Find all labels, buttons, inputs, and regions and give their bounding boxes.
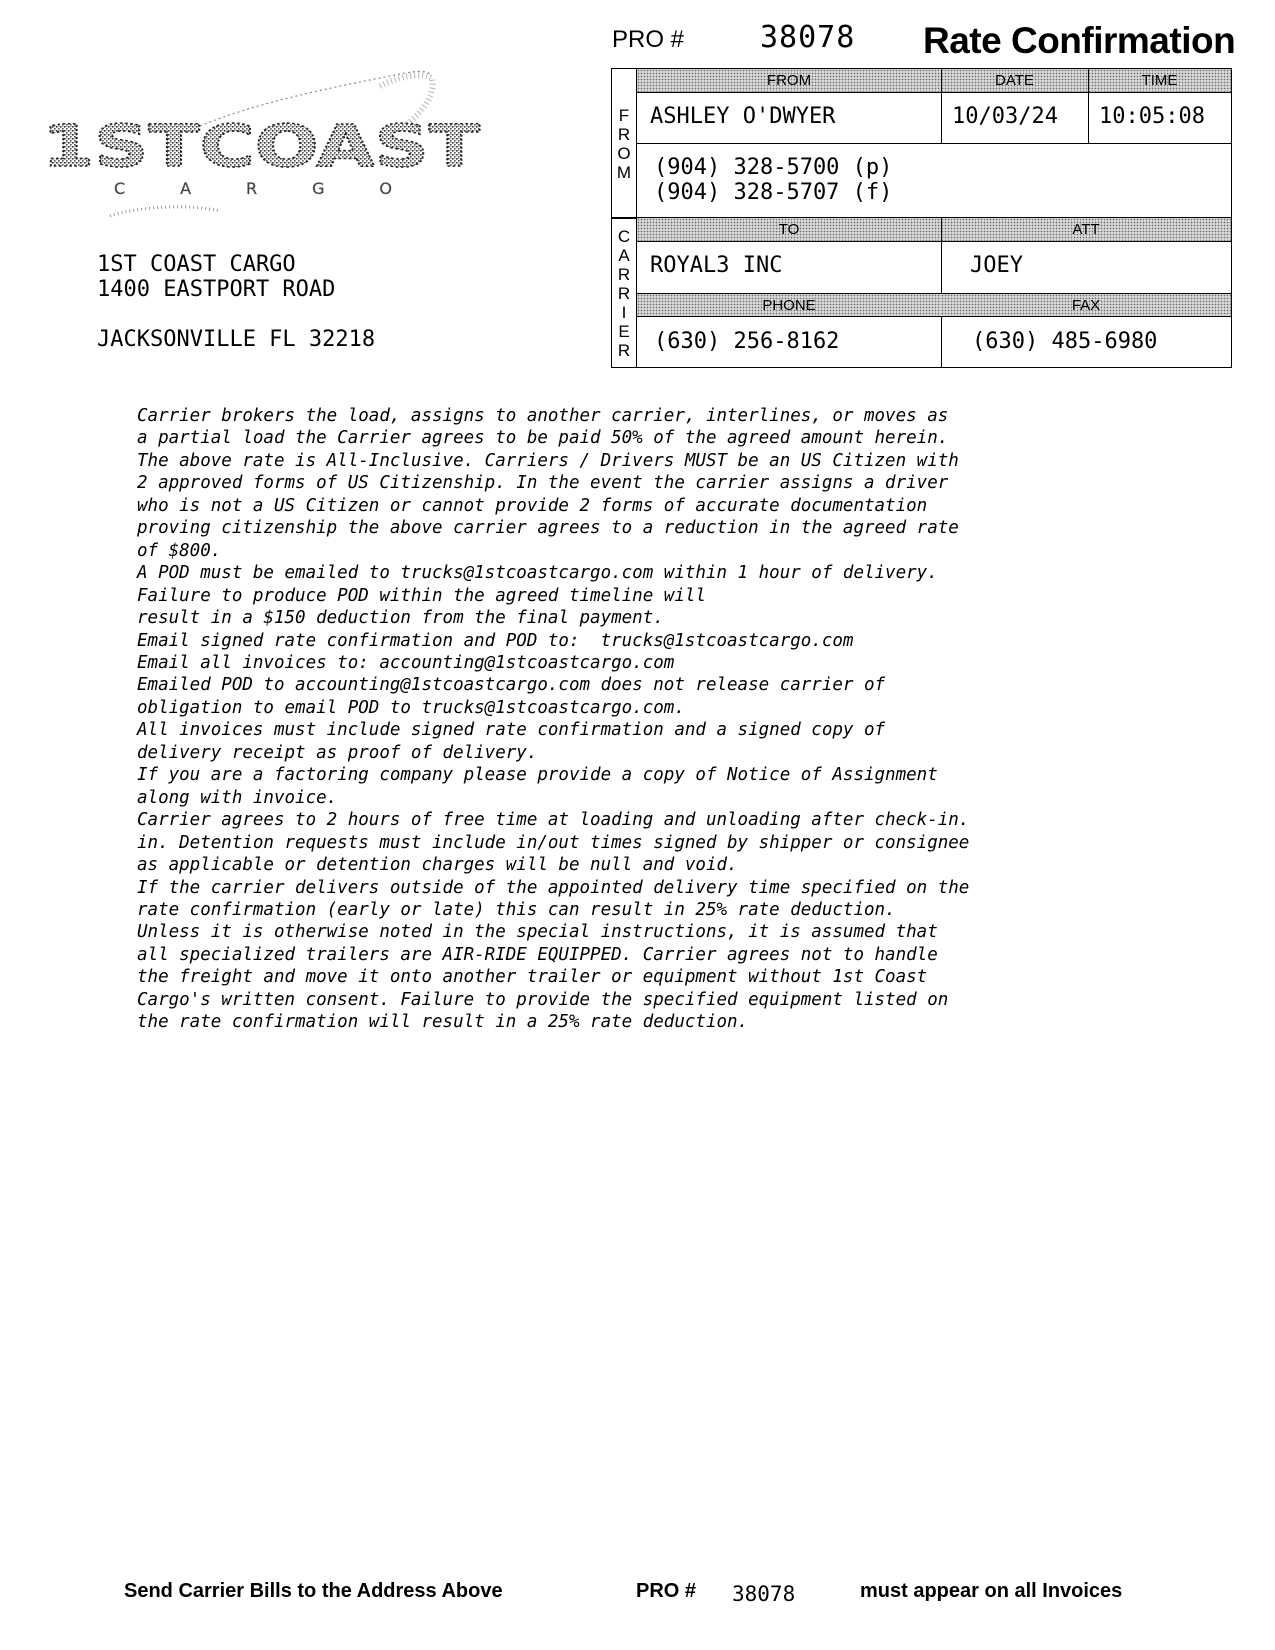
terms-line: All invoices must include signed rate confirmation and a signed copy of bbox=[137, 720, 886, 741]
terms-line: Emailed POD to accounting@1stcoastcargo.com does not release carrier of bbox=[137, 675, 886, 696]
terms-and-conditions bbox=[137, 405, 1247, 1034]
terms-line: rate confirmation (early or late) this can result in 25% rate deduction. bbox=[137, 899, 896, 920]
terms-line: the rate confirmation will result in a 25% rate deduction. bbox=[137, 1012, 749, 1033]
terms-line: the freight and move it onto another trailer or equipment without 1st Coast bbox=[137, 967, 928, 988]
time-header: TIME bbox=[1088, 69, 1231, 93]
carrier-fax: (630) 485-6980 bbox=[972, 329, 1158, 354]
terms-line: If the carrier delivers outside of the appointed delivery time specified on the bbox=[137, 877, 970, 898]
pro-number: 38078 bbox=[760, 20, 856, 55]
from-phone: (904) 328-5700 (p) bbox=[654, 155, 893, 180]
from-side-label: F R O M bbox=[612, 69, 637, 219]
terms-line: The above rate is All-Inclusive. Carriers / Drivers MUST be an US Citizen with bbox=[137, 450, 959, 471]
company-logo bbox=[40, 66, 510, 226]
terms-line: as applicable or detention charges will be null and void. bbox=[137, 855, 738, 876]
footer-pro-number: 38078 bbox=[732, 1582, 796, 1606]
terms-line: delivery receipt as proof of delivery. bbox=[137, 742, 538, 763]
logo-wordmark: 1STCOAST bbox=[42, 112, 481, 180]
terms-line: Carrier agrees to 2 hours of free time at loading and unloading after check-in. bbox=[137, 810, 970, 831]
from-date: 10/03/24 bbox=[952, 104, 1058, 129]
from-fax: (904) 328-5707 (f) bbox=[654, 180, 893, 205]
terms-line: A POD must be emailed to trucks@1stcoastcargo.com within 1 hour of delivery. bbox=[137, 563, 938, 584]
carrier-att-name: JOEY bbox=[970, 253, 1023, 278]
footer-pro-label: PRO # bbox=[636, 1580, 697, 1602]
att-header: ATT bbox=[941, 218, 1231, 242]
from-name: ASHLEY O'DWYER bbox=[650, 104, 836, 129]
company-name: 1ST COAST CARGO bbox=[97, 252, 296, 277]
rate-info-box bbox=[611, 68, 1232, 368]
terms-line: along with invoice. bbox=[137, 787, 338, 808]
terms-line: in. Detention requests must include in/out times signed by shipper or consignee bbox=[137, 832, 970, 853]
terms-line: 2 approved forms of US Citizenship. In the event the carrier assigns a driver bbox=[137, 473, 949, 494]
terms-line: proving citizenship the above carrier agrees to a reduction in the agreed rate bbox=[137, 518, 959, 539]
terms-line: a partial load the Carrier agrees to be paid 50% of the agreed amount herein. bbox=[137, 428, 949, 449]
terms-line: Unless it is otherwise noted in the special instructions, it is assumed that bbox=[137, 922, 938, 943]
pro-label: PRO # bbox=[612, 26, 685, 53]
company-street: 1400 EASTPORT ROAD bbox=[97, 277, 336, 302]
carrier-to-name: ROYAL3 INC bbox=[650, 253, 783, 278]
terms-line: who is not a US Citizen or cannot provide 2 forms of accurate documentation bbox=[137, 495, 928, 516]
terms-line: result in a $150 deduction from the final payment. bbox=[137, 608, 664, 629]
terms-line: obligation to email POD to trucks@1stcoastcargo.com. bbox=[137, 697, 685, 718]
phone-header: PHONE bbox=[637, 293, 941, 317]
footer-send-bills: Send Carrier Bills to the Address Above bbox=[124, 1580, 503, 1602]
carrier-side-label: C A R R I E R bbox=[612, 219, 637, 367]
terms-line: Failure to produce POD within the agreed timeline will bbox=[137, 585, 706, 606]
from-time: 10:05:08 bbox=[1099, 104, 1205, 129]
terms-line: Email signed rate confirmation and POD to: trucks@1stcoastcargo.com bbox=[137, 630, 854, 651]
logo-subtext: C A R G O bbox=[114, 179, 394, 198]
date-header: DATE bbox=[941, 69, 1088, 93]
document-title: Rate Confirmation bbox=[923, 20, 1236, 61]
terms-line: of $800. bbox=[137, 540, 222, 561]
terms-line: Email all invoices to: accounting@1stcoastcargo.com bbox=[137, 652, 675, 673]
terms-line: Carrier brokers the load, assigns to another carrier, interlines, or moves as bbox=[137, 406, 949, 426]
company-address bbox=[97, 252, 375, 352]
carrier-phone: (630) 256-8162 bbox=[654, 329, 840, 354]
terms-line: all specialized trailers are AIR-RIDE EQUIPPED. Carrier agrees not to handle bbox=[137, 944, 938, 965]
fax-header: FAX bbox=[941, 293, 1231, 317]
terms-line: Cargo's written consent. Failure to provide the specified equipment listed on bbox=[137, 989, 949, 1010]
to-header: TO bbox=[637, 218, 941, 242]
company-city-state-zip: JACKSONVILLE FL 32218 bbox=[97, 327, 376, 352]
terms-line: If you are a factoring company please provide a copy of Notice of Assignment bbox=[137, 765, 938, 786]
from-header: FROM bbox=[637, 69, 941, 93]
footer-must-appear: must appear on all Invoices bbox=[860, 1580, 1123, 1602]
